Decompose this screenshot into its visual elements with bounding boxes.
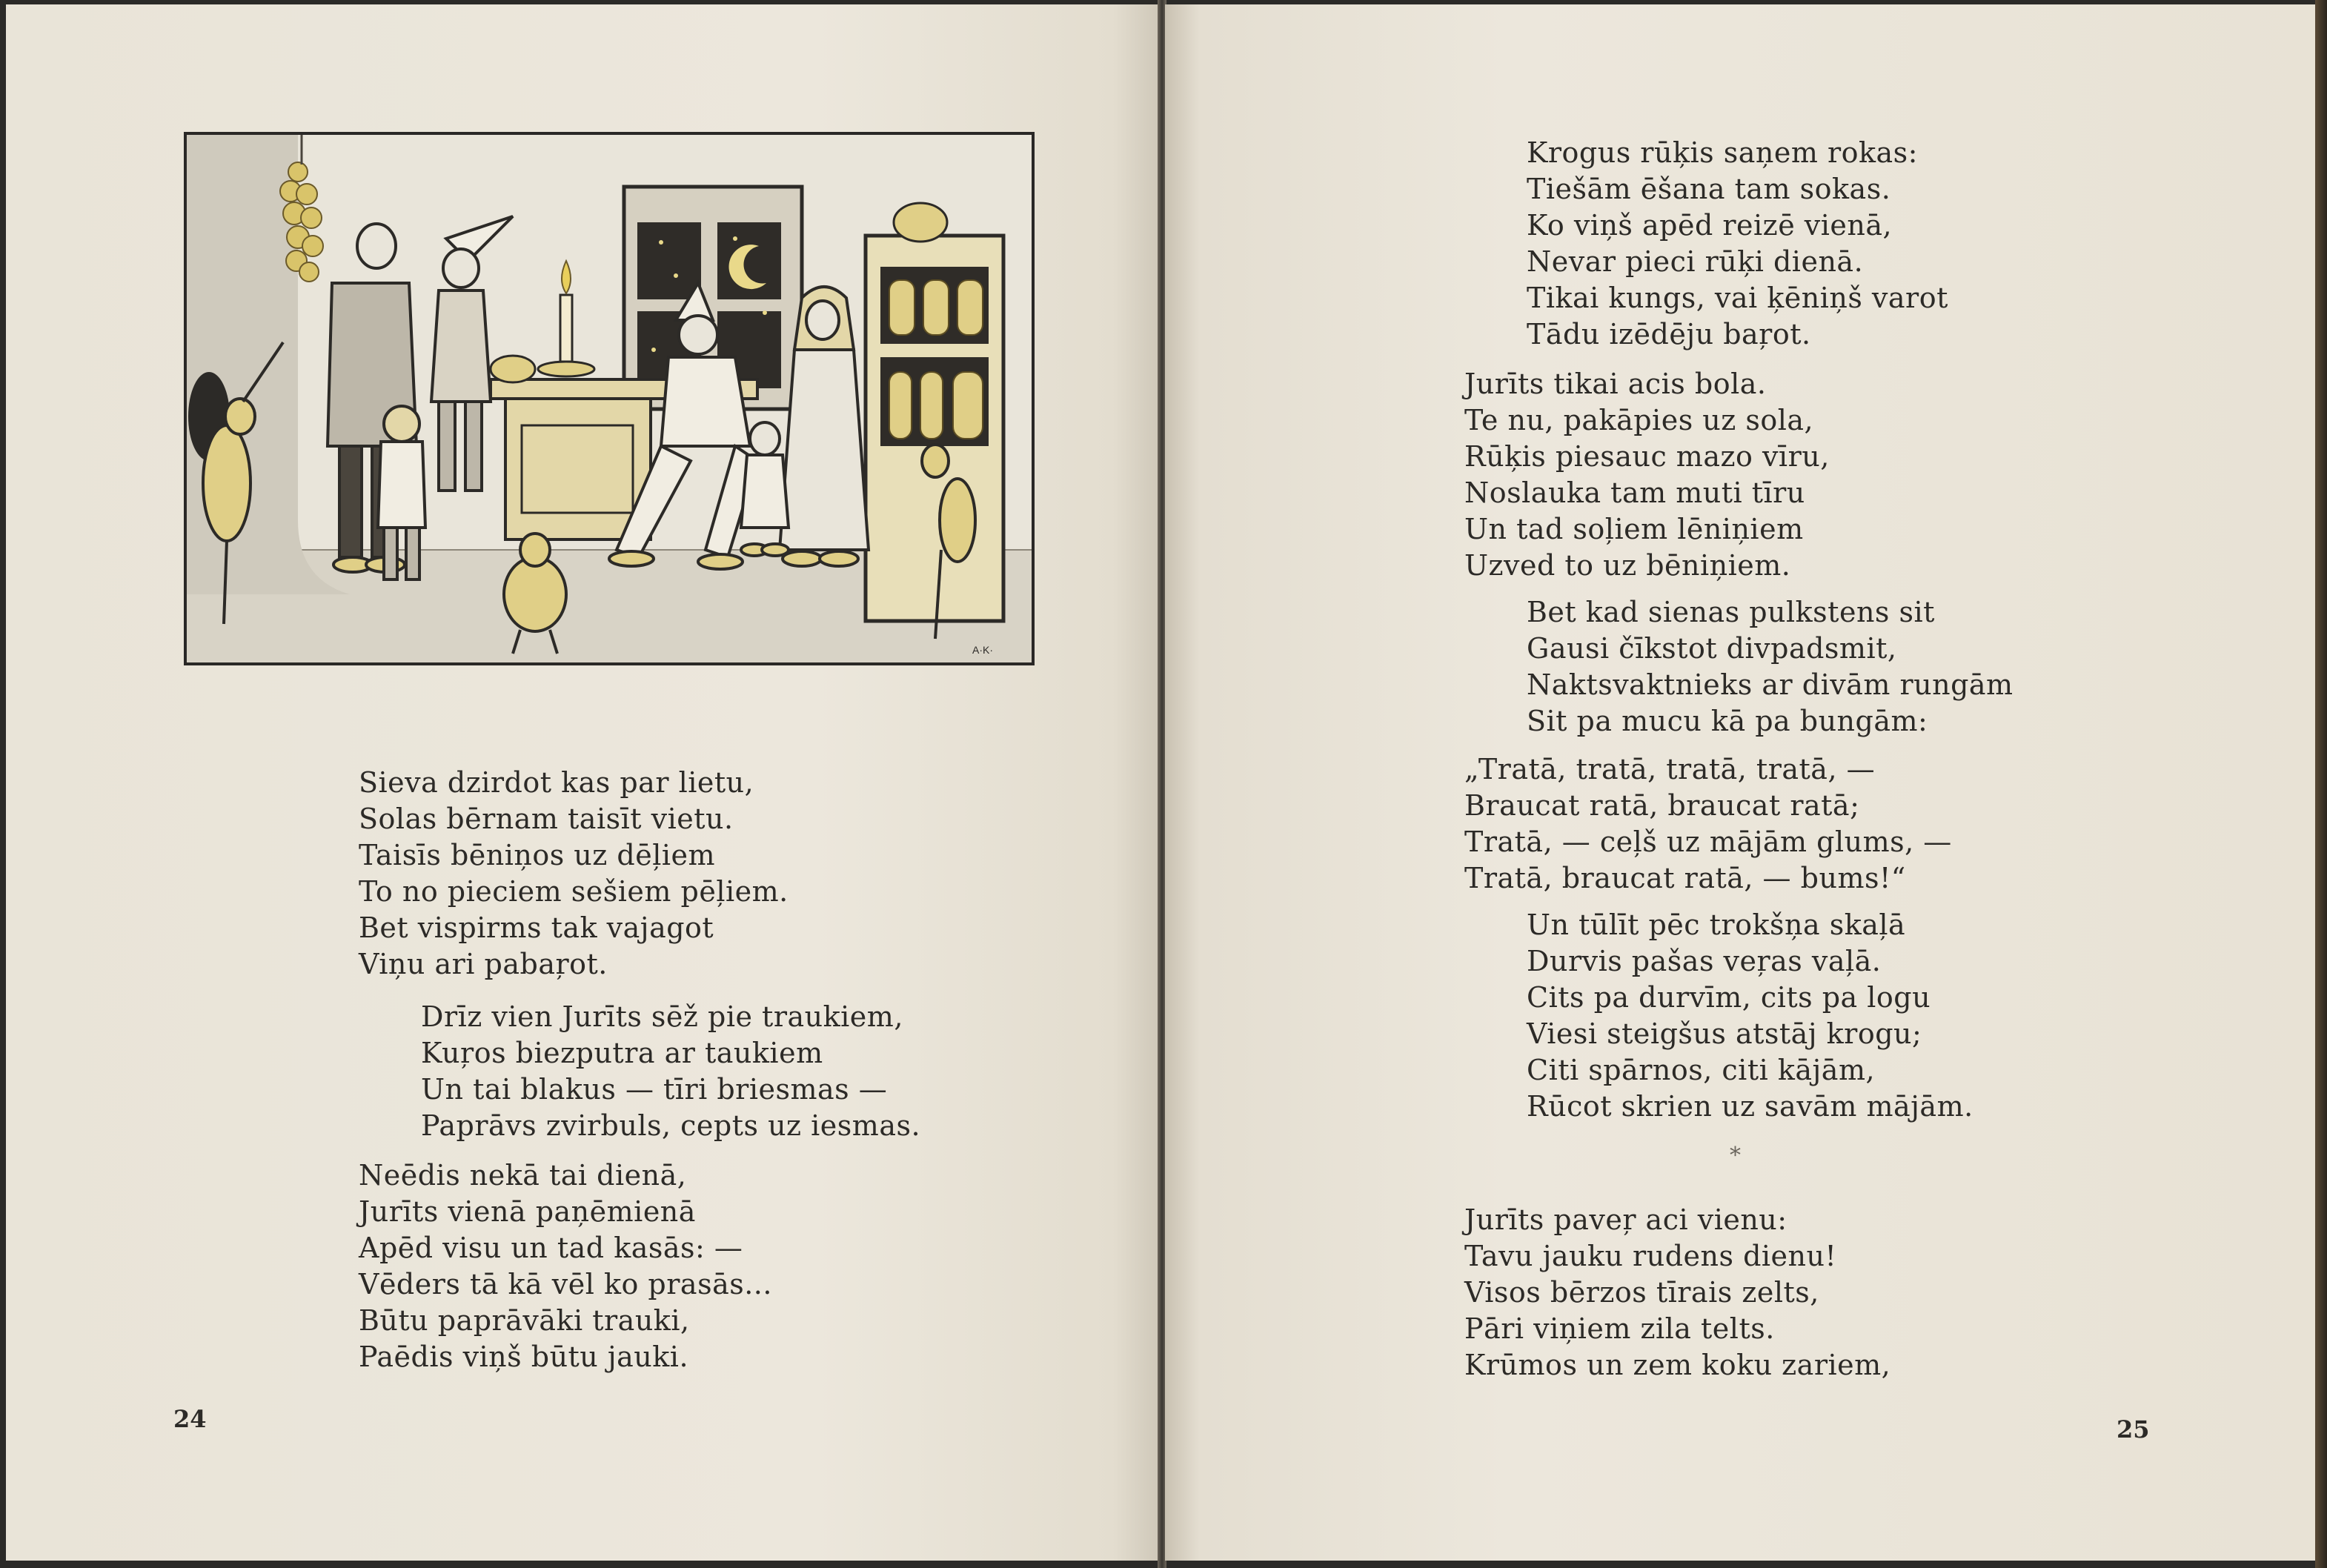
- stanza: [1464, 366, 1830, 584]
- poem-line: Drīz vien Jurīts sēž pie traukiem,: [421, 1000, 903, 1033]
- poem-line: Neēdis nekā tai dienā,: [359, 1159, 687, 1192]
- poem-line: Nevar pieci rūķi dienā.: [1527, 245, 1864, 278]
- tavern-illustration: [184, 132, 1035, 665]
- poem-line: Apēd visu un tad kasās: —: [359, 1232, 743, 1264]
- section-separator: *: [1730, 1143, 1741, 1169]
- poem-line: Ko viņš apēd reizē vienā,: [1527, 209, 1893, 242]
- poem-line: Tratā, braucat ratā, — bums!“: [1464, 862, 1906, 894]
- poem-line: Solas bērnam taisīt vietu.: [359, 803, 734, 835]
- poem-line: Tiešām ēšana tam sokas.: [1527, 173, 1891, 205]
- left-page: [6, 4, 1159, 1561]
- poem-line: Jurīts vienā paņēmienā: [359, 1195, 696, 1228]
- poem-line: Jurīts paveŗ aci vienu:: [1464, 1203, 1787, 1236]
- stanza: [359, 765, 789, 983]
- poem-line: Naktsvaktnieks ar divām rungām: [1527, 668, 2014, 701]
- book-edge: [2315, 0, 2327, 1568]
- poem-line: Sieva dzirdot kas par lietu,: [359, 766, 754, 799]
- poem-line: Braucat ratā, braucat ratā;: [1464, 789, 1860, 822]
- poem-line: Pāri viņiem zila telts.: [1464, 1312, 1775, 1345]
- poem-line: Rūķis piesauc mazo vīru,: [1464, 440, 1830, 473]
- poem-line: Kuŗos biezputra ar taukiem: [421, 1037, 823, 1069]
- poem-line: Paprāvs zvirbuls, cepts uz iesmas.: [421, 1109, 921, 1142]
- poem-line: Un tai blakus — tīri briesmas —: [421, 1073, 888, 1106]
- poem-line: Tratā, — ceļš uz mājām glums, —: [1464, 825, 1952, 858]
- poem-line: Būtu paprāvāki trauki,: [359, 1304, 690, 1337]
- poem-line: Krogus rūķis saņem rokas:: [1527, 136, 1918, 169]
- stanza: [1464, 751, 1952, 897]
- poem-line: Tikai kungs, vai ķēniņš varot: [1527, 282, 1948, 314]
- page-number: 25: [2117, 1415, 2150, 1444]
- poem-line: Bet kad sienas pulkstens sit: [1527, 596, 1935, 628]
- poem-line: Paēdis viņš būtu jauki.: [359, 1341, 689, 1373]
- stanza: [1464, 1202, 1891, 1383]
- poem-line: Jurīts tikai acis bola.: [1464, 368, 1767, 400]
- poem-line: Gausi čīkstot divpadsmit,: [1527, 632, 1897, 665]
- poem-line: Rūcot skrien uz savām mājām.: [1527, 1090, 1974, 1123]
- stanza: [1527, 907, 1974, 1125]
- poem-line: Taisīs bēniņos uz dēļiem: [359, 839, 716, 871]
- poem-line: Krūmos un zem koku zariem,: [1464, 1349, 1891, 1381]
- illustration-signature: A·K·: [972, 644, 993, 656]
- poem-line: Viesi steigšus atstāj krogu;: [1527, 1017, 1922, 1050]
- poem-line: „Tratā, tratā, tratā, tratā, —: [1464, 753, 1876, 785]
- poem-line: Te nu, pakāpies uz sola,: [1464, 404, 1814, 436]
- stanza: [1527, 135, 1948, 353]
- poem-line: Bet vispirms tak vajagot: [359, 911, 714, 944]
- poem-line: To no pieciem sešiem pēļiem.: [359, 875, 789, 908]
- poem-line: Un tad soļiem lēniņiem: [1464, 513, 1804, 545]
- poem-line: Visos bērzos tīrais zelts,: [1464, 1276, 1819, 1309]
- poem-line: Durvis pašas veŗas vaļā.: [1527, 945, 1882, 977]
- page-number: 24: [173, 1405, 207, 1433]
- poem-line: Uzved to uz bēniņiem.: [1464, 549, 1791, 582]
- stanza: [359, 1157, 772, 1375]
- poem-line: Viņu ari pabaŗot.: [359, 948, 608, 980]
- poem-line: Un tūlīt pēc trokšņa skaļā: [1527, 908, 1906, 941]
- stanza: [421, 999, 920, 1144]
- poem-line: Noslauka tam muti tīru: [1464, 476, 1805, 509]
- poem-line: Citi spārnos, citi kājām,: [1527, 1054, 1876, 1086]
- poem-line: Sit pa mucu kā pa bungām:: [1527, 705, 1928, 737]
- poem-line: Tavu jauku rudens dienu!: [1464, 1240, 1837, 1272]
- poem-line: Cits pa durvīm, cits pa logu: [1527, 981, 1931, 1014]
- stanza: [1527, 594, 2014, 740]
- poem-line: Vēders tā kā vēl ko prasās...: [359, 1268, 772, 1300]
- right-page: [1165, 4, 2315, 1561]
- poem-line: Tādu izēdēju baŗot.: [1527, 318, 1811, 351]
